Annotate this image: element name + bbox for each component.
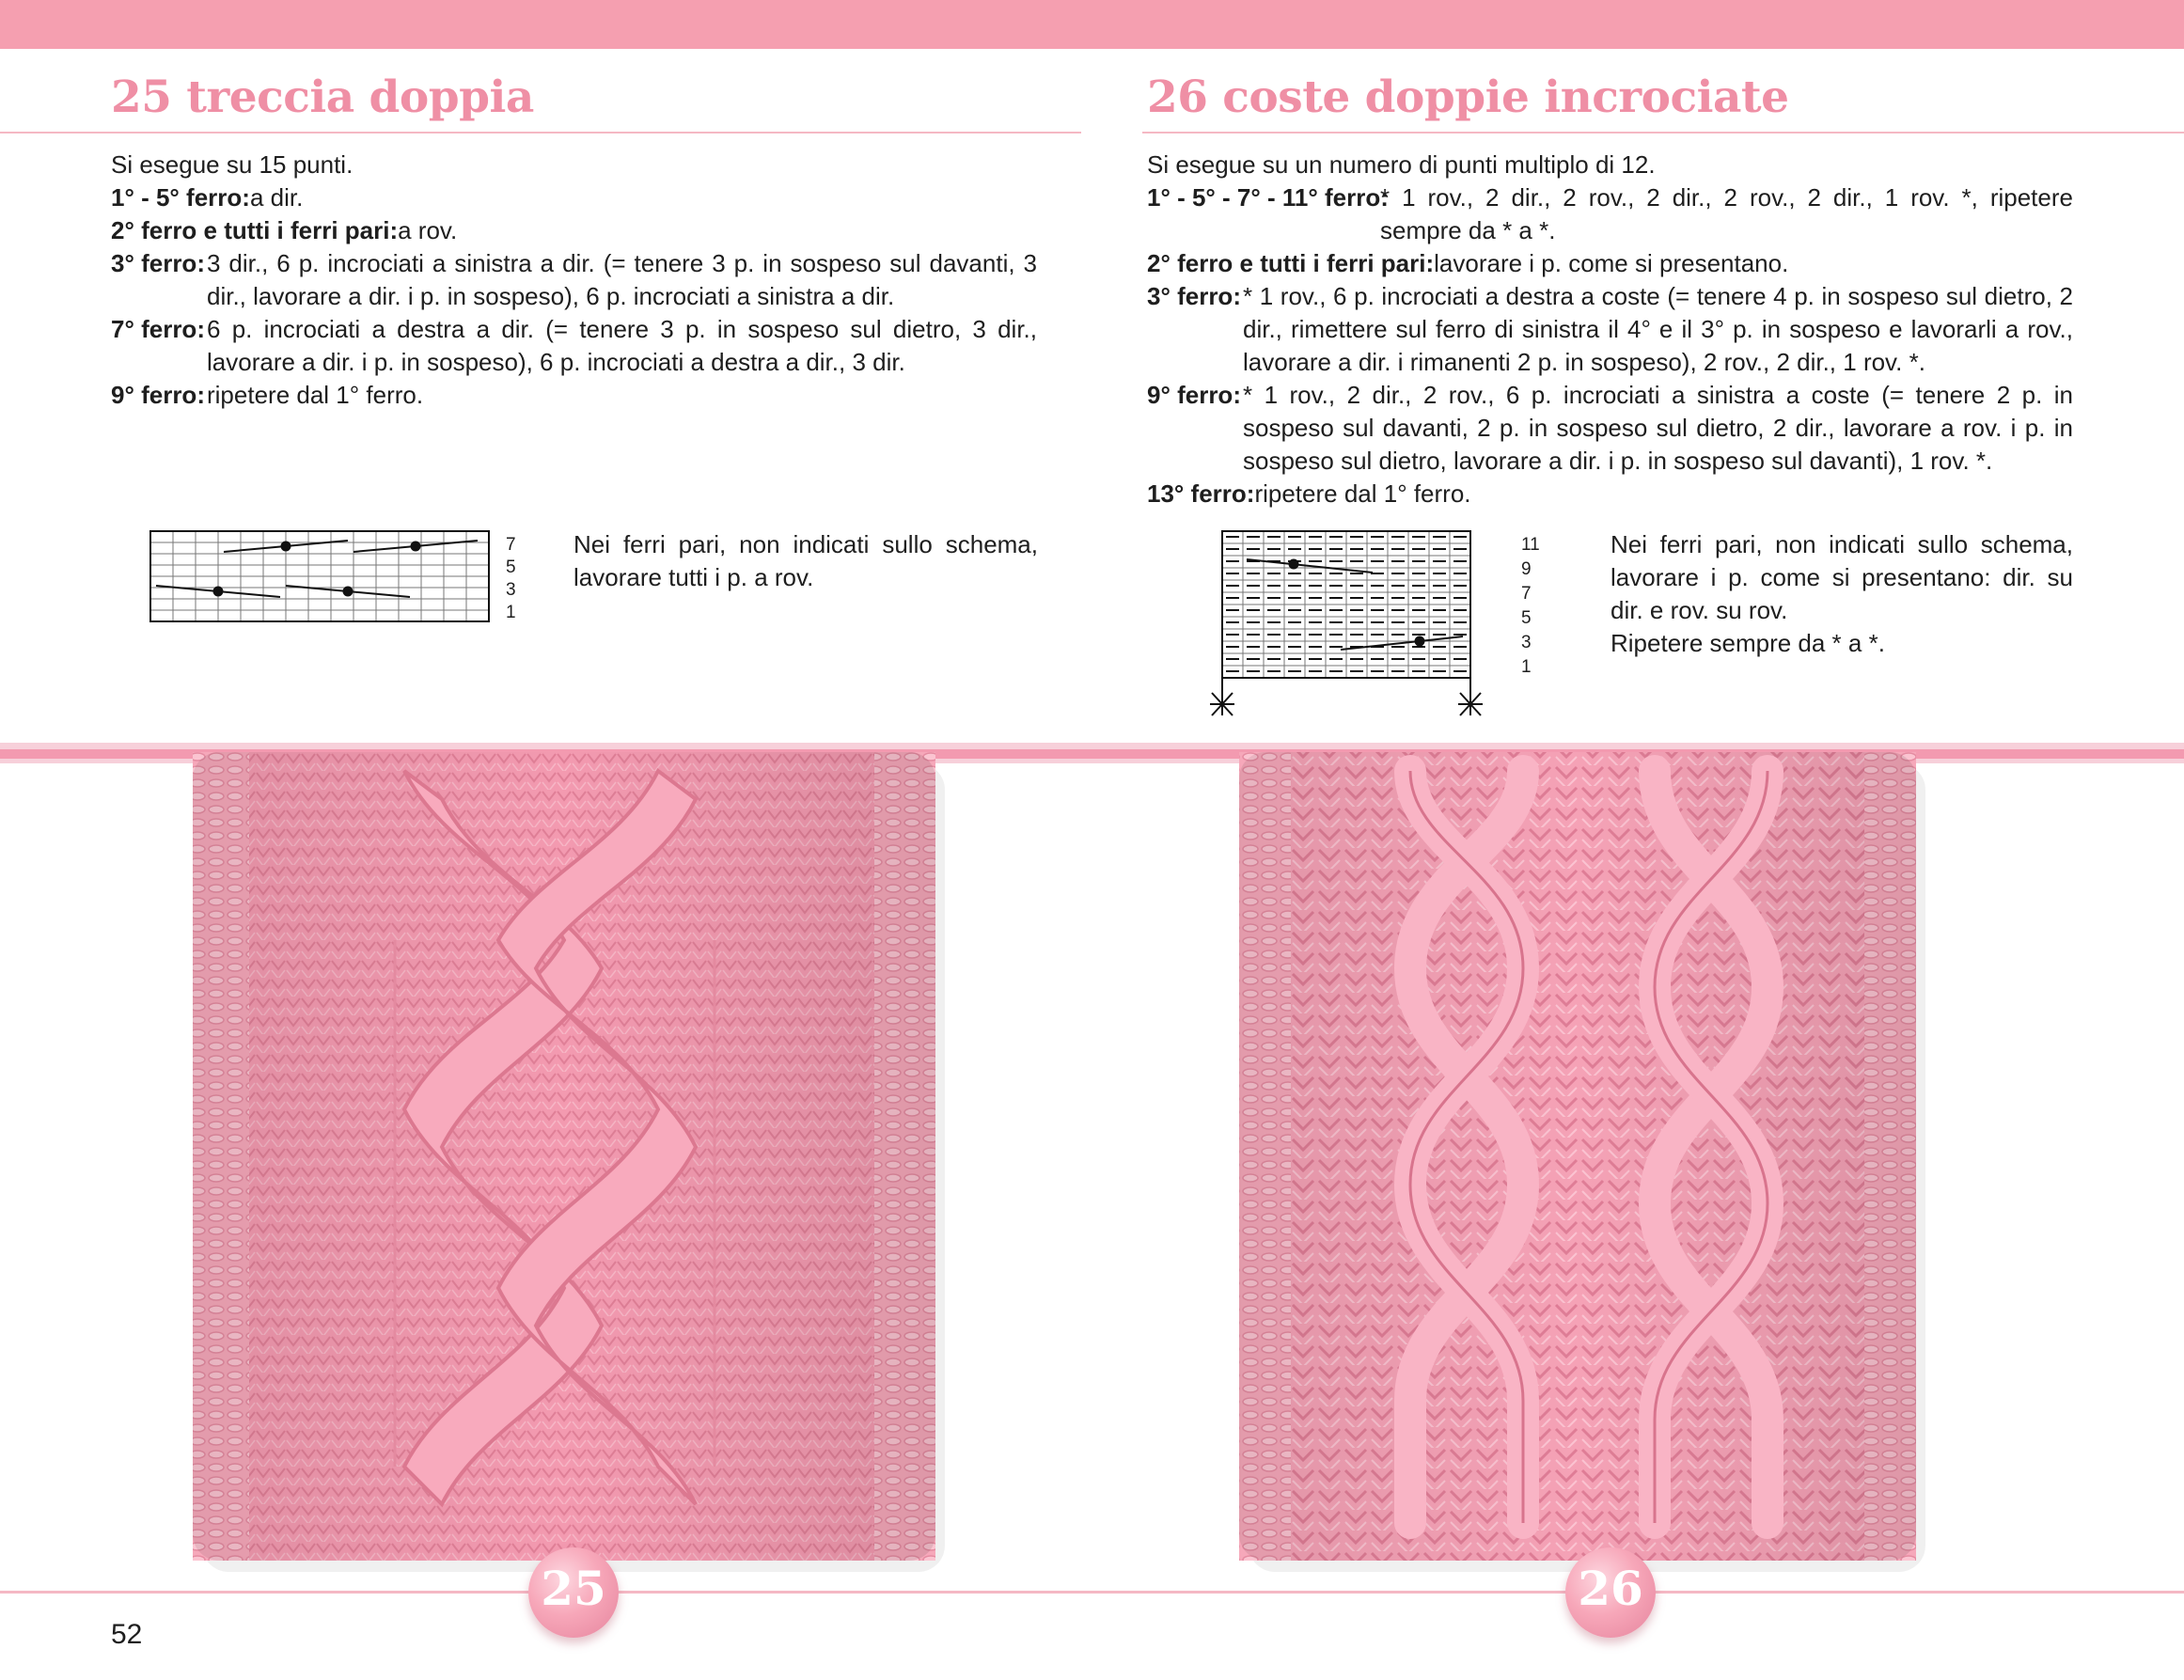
chart-note-line: Nei ferri pari, non indicati sullo schema, lavorare i p. come si presentano: dir. su dir. e rov. su rov. xyxy=(1611,530,2073,624)
instruction-row xyxy=(111,181,1037,214)
row-label: 9° ferro: xyxy=(1147,381,1241,409)
top-color-band xyxy=(0,0,2184,49)
pattern-26-chart-note xyxy=(1611,528,2073,660)
row-label: 2° ferro e tutti i ferri pari: xyxy=(111,216,399,244)
row-text: 6 p. incrociati a destra a dir. (= tenere 3 p. in sospeso sul dietro, 3 dir., lavorare a dir. i p. in sospeso), 6 p. incrociati a destra a dir., 3 dir. xyxy=(207,315,1037,376)
row-text: * 1 rov., 6 p. incrociati a destra a coste (= tenere 4 p. in sospeso sul dietro, 2 dir., rimettere sul ferro di sinistra il 4° e il 3° p. in sospeso e lavorarli a rov., lavorare a dir. i rimanenti 2 p. in sospeso), 2 rov., 2 dir., 1 rov. *. xyxy=(1243,282,2073,376)
chart-row-number: 11 xyxy=(1521,535,1540,555)
footer-rule xyxy=(0,1591,2184,1594)
yarn-ball-badge-26 xyxy=(1565,1547,1656,1638)
row-text: * 1 rov., 2 dir., 2 rov., 2 dir., 2 rov., 2 dir., 1 rov. *, ripetere sempre da * a *. xyxy=(1380,183,2073,244)
instruction-row xyxy=(1147,280,2073,379)
row-text: lavorare i p. come si presentano. xyxy=(1434,249,1789,277)
swatch-photos xyxy=(0,743,2184,1579)
instruction-row xyxy=(111,214,1037,247)
chart-row-number: 9 xyxy=(1521,559,1532,579)
row-label: 3° ferro: xyxy=(1147,282,1241,310)
badge-number: 26 xyxy=(1578,1561,1643,1616)
badge-number: 25 xyxy=(541,1561,606,1616)
pattern-25-instructions xyxy=(111,149,1037,412)
row-label: 9° ferro: xyxy=(111,381,205,409)
cable-cross-symbols xyxy=(156,541,478,597)
row-text: a rov. xyxy=(398,216,458,244)
row-label: 1° - 5° ferro: xyxy=(111,183,250,212)
instruction-row xyxy=(1147,379,2073,478)
yarn-ball-badge-25 xyxy=(528,1547,619,1638)
row-label: 3° ferro: xyxy=(111,249,205,277)
pattern-26-instructions xyxy=(1147,149,2073,510)
row-text: ripetere dal 1° ferro. xyxy=(207,381,424,409)
swatch-26 xyxy=(1239,752,1925,1572)
instruction-row xyxy=(111,313,1037,379)
instruction-row xyxy=(1147,181,2073,247)
pattern-26-intro: Si esegue su un numero di punti multiplo di 12. xyxy=(1147,150,1656,179)
row-label: 1° - 5° - 7° - 11° ferro: xyxy=(1147,183,1389,212)
row-text: a dir. xyxy=(249,183,304,212)
pattern-26-title: 26 coste doppie incrociate xyxy=(1147,71,1789,123)
chart-row-number: 3 xyxy=(1521,633,1532,652)
chart-row-number: 7 xyxy=(506,535,516,555)
chart-note-line: Ripetere sempre da * a *. xyxy=(1611,629,1885,657)
pattern-26-stitch-chart xyxy=(1222,531,1561,724)
instruction-row xyxy=(1147,478,2073,510)
row-text: * 1 rov., 2 dir., 2 rov., 6 p. incrociati a sinistra a coste (= tenere 2 p. in sospeso sul davanti, 2 p. in sospeso sul dietro, 2 dir., lavorare a rov. i p. in sospeso sul dietro, lavorare a dir. i p. in sospeso sul davanti), 1 rov. *. xyxy=(1243,381,2073,475)
instruction-row xyxy=(111,247,1037,313)
chart-row-number: 5 xyxy=(1521,608,1532,628)
pattern-25-intro: Si esegue su 15 punti. xyxy=(111,150,354,179)
row-label: 13° ferro: xyxy=(1147,479,1255,508)
swatch-25 xyxy=(193,752,945,1572)
pattern-25-chart-note: Nei ferri pari, non indicati sullo schema, lavorare tutti i p. a rov. xyxy=(573,530,1038,591)
row-text: ripetere dal 1° ferro. xyxy=(1254,479,1471,508)
chart-grid xyxy=(1222,531,1470,678)
row-label: 7° ferro: xyxy=(111,315,205,343)
page-number: 52 xyxy=(111,1619,143,1650)
row-text: 3 dir., 6 p. incrociati a sinistra a dir. (= tenere 3 p. in sospeso sul davanti, 3 dir., lavorare a dir. i p. in sospeso), 6 p. incrociati a sinistra a dir. xyxy=(207,249,1037,310)
chart-row-number: 3 xyxy=(506,580,516,600)
chart-row-number: 1 xyxy=(506,603,516,622)
pattern-25-stitch-chart xyxy=(150,531,526,635)
chart-row-number: 7 xyxy=(1521,584,1532,604)
instruction-row xyxy=(1147,247,2073,280)
repeat-markers xyxy=(1210,678,1483,715)
pattern-26-title-rule xyxy=(1142,132,2184,133)
pattern-25-title-rule xyxy=(0,132,1081,133)
pattern-25-title: 25 treccia doppia xyxy=(111,71,534,123)
row-label: 2° ferro e tutti i ferri pari: xyxy=(1147,249,1435,277)
chart-row-number: 5 xyxy=(506,557,516,577)
instruction-row xyxy=(111,379,1037,412)
chart-row-number: 1 xyxy=(1521,657,1532,677)
